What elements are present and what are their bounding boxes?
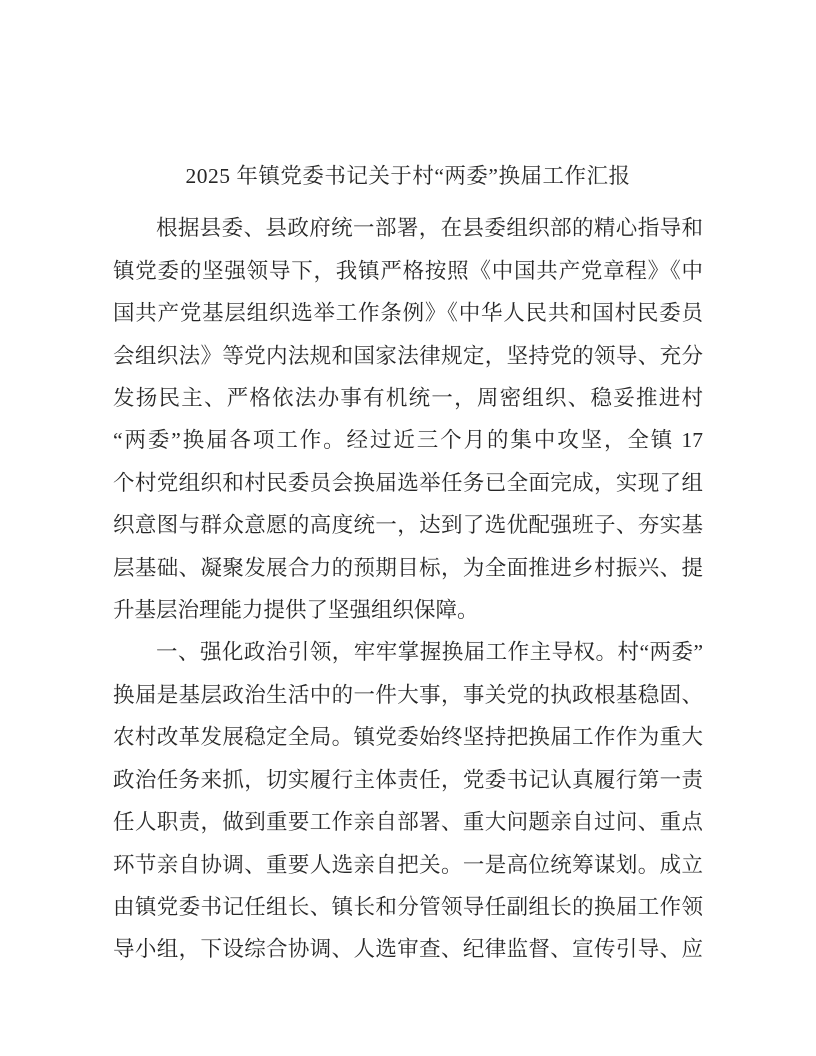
text-line: 国共产党基层组织选举工作条例》《中华人民共和国村民委员	[113, 301, 703, 326]
text-line: 升基层治理能力提供了坚强组织保障。	[113, 598, 479, 623]
text-line: 镇党委的坚强领导下，我镇严格按照《中国共产党章程》《中	[113, 258, 703, 283]
text-line: 政治任务来抓，切实履行主体责任，党委书记认真履行第一责	[113, 767, 703, 792]
text-line: 一、强化政治引领，牢牢掌握换届工作主导权。村“两委”	[156, 640, 703, 665]
text-line: 导小组，下设综合协调、人选审查、纪律监督、宣传引导、应	[113, 937, 703, 962]
paragraph-1	[113, 207, 703, 631]
text-line: 层基础、凝聚发展合力的预期目标，为全面推进乡村振兴、提	[113, 555, 703, 580]
document-content	[113, 155, 703, 971]
text-line: 环节亲自协调、重要人选亲自把关。一是高位统筹谋划。成立	[113, 852, 703, 877]
text-line: 会组织法》等党内法规和国家法律规定，坚持党的领导、充分	[113, 343, 703, 368]
text-line: 任人职责，做到重要工作亲自部署、重大问题亲自过问、重点	[113, 810, 703, 835]
text-line: 由镇党委书记任组长、镇长和分管领导任副组长的换届工作领	[113, 894, 703, 919]
text-line: 根据县委、县政府统一部署，在县委组织部的精心指导和	[156, 216, 703, 241]
document-title: 2025 年镇党委书记关于村“两委”换届工作汇报	[185, 164, 631, 188]
text-line: 个村党组织和村民委员会换届选举任务已全面完成，实现了组	[113, 470, 703, 495]
paragraph-2	[113, 631, 703, 970]
text-line: 农村改革发展稳定全局。镇党委始终坚持把换届工作作为重大	[113, 725, 703, 750]
text-line: 发扬民主、严格依法办事有机统一，周密组织、稳妥推进村	[113, 386, 703, 411]
text-line: 换届是基层政治生活中的一件大事，事关党的执政根基稳固、	[113, 682, 703, 707]
text-line: 织意图与群众意愿的高度统一，达到了选优配强班子、夯实基	[113, 513, 703, 538]
text-line: “两委”换届各项工作。经过近三个月的集中攻坚，全镇 17	[113, 428, 703, 453]
